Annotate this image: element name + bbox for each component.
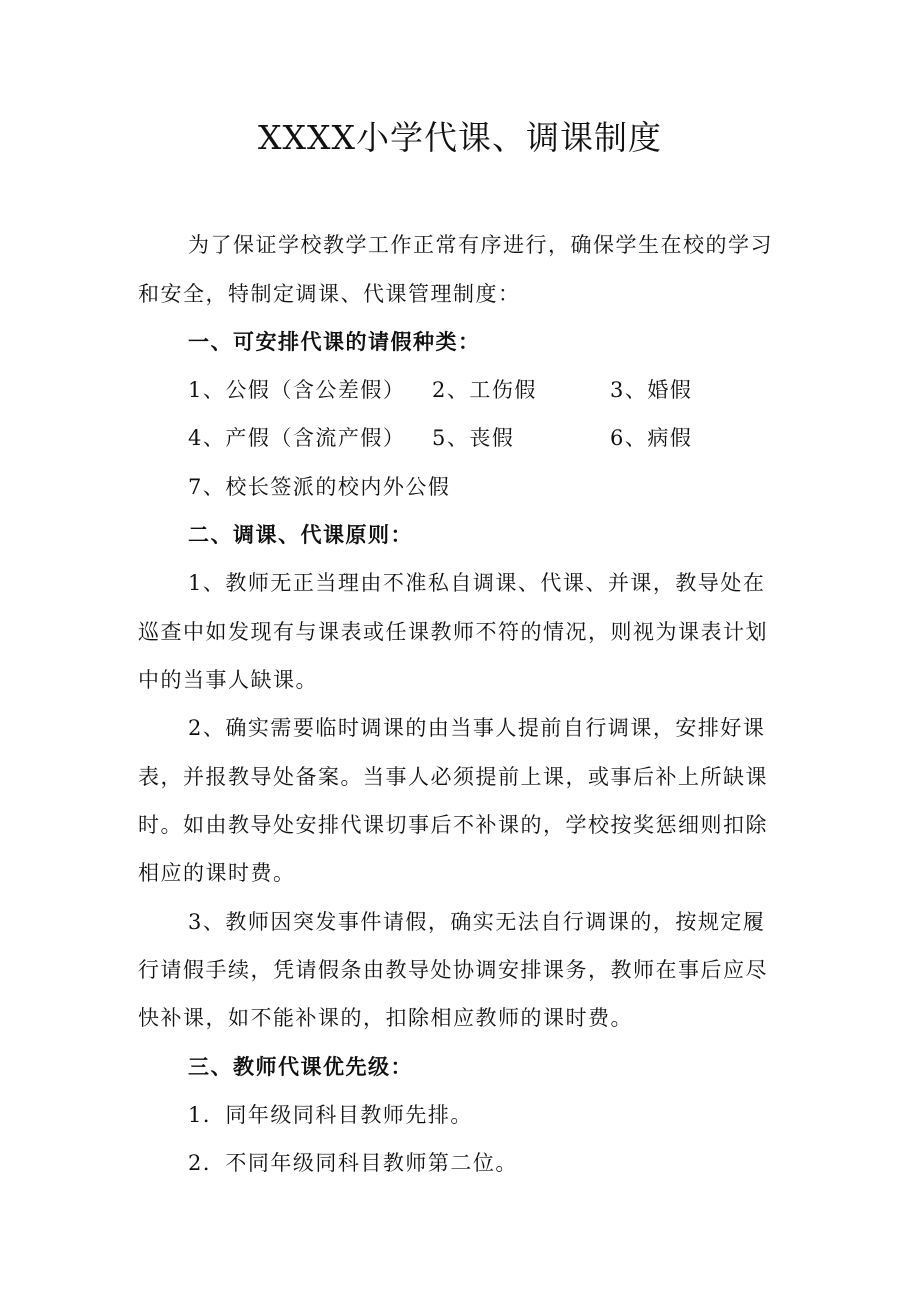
document-title: XXXX小学代课、调课制度 — [258, 118, 662, 157]
principle-1-line: 1、教师无正当理由不准私自调课、代课、并课，教导处在 — [188, 571, 766, 595]
principle-1-line: 中的当事人缺课。 — [138, 668, 318, 692]
leave-type-item: 6、病假 — [610, 426, 693, 450]
leave-type-item: 7、校长签派的校内外公假 — [188, 475, 451, 499]
leave-type-item: 2、工伤假 — [432, 378, 537, 402]
intro-line-2: 和安全，特制定调课、代课管理制度： — [138, 282, 521, 306]
priority-item: 1．同年级同科目教师先排。 — [188, 1103, 473, 1127]
leave-type-item: 5、丧假 — [432, 426, 515, 450]
principle-1-line: 巡查中如发现有与课表或任课教师不符的情况，则视为课表计划 — [138, 620, 768, 644]
principle-2-line: 时。如由教导处安排代课切事后不补课的，学校按奖惩细则扣除 — [138, 813, 768, 837]
section3-heading: 三、教师代课优先级： — [188, 1055, 413, 1079]
principle-3-line: 3、教师因突发事件请假，确实无法自行调课的，按规定履 — [188, 910, 766, 934]
intro-line-1: 为了保证学校教学工作正常有序进行，确保学生在校的学习 — [188, 233, 773, 257]
principle-2-line: 相应的课时费。 — [138, 861, 296, 885]
principle-2-line: 2、确实需要临时调课的由当事人提前自行调课，安排好课 — [188, 716, 766, 740]
leave-type-item: 1、公假（含公差假） — [188, 378, 406, 402]
leave-type-item: 4、产假（含流产假） — [188, 426, 406, 450]
priority-item: 2．不同年级同科目教师第二位。 — [188, 1151, 518, 1175]
principle-3-line: 行请假手续，凭请假条由教导处协调安排课务，教师在事后应尽 — [138, 958, 768, 982]
section2-heading: 二、调课、代课原则： — [188, 523, 413, 547]
principle-2-line: 表，并报教导处备案。当事人必须提前上课，或事后补上所缺课 — [138, 765, 768, 789]
leave-type-item: 3、婚假 — [610, 378, 693, 402]
principle-3-line: 快补课，如不能补课的，扣除相应教师的课时费。 — [138, 1006, 633, 1030]
section1-heading: 一、可安排代课的请假种类： — [188, 330, 481, 354]
